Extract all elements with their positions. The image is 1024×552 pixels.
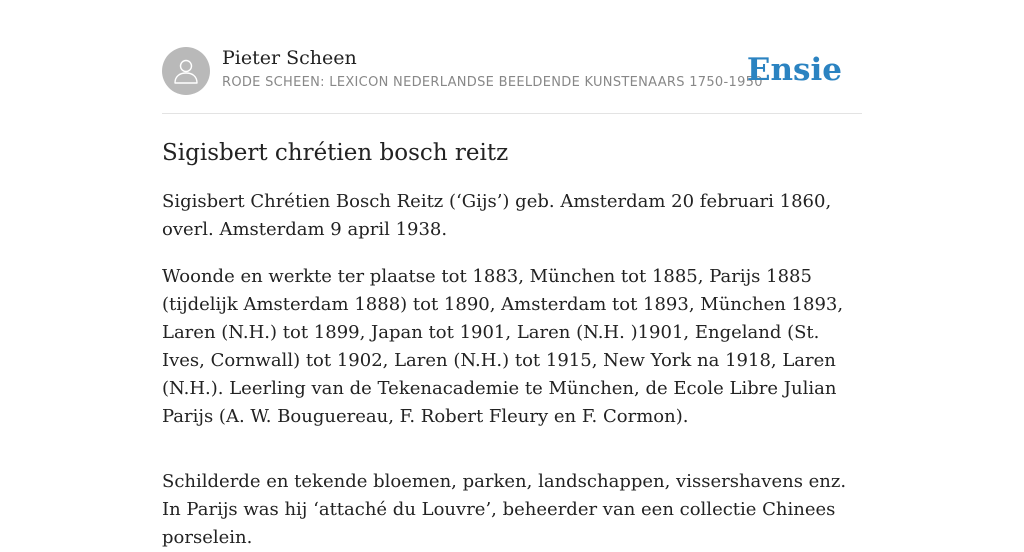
ensie-logo-link[interactable]: Ensie xyxy=(746,52,842,88)
article-body xyxy=(162,188,862,552)
user-icon xyxy=(171,56,201,86)
paragraph-3: Schilderde en tekende bloemen, parken, landschappen, vissershavens enz. In Parijs was hij ‘attaché du Louvre’, beheerder van een collectie Chinees porselein. xyxy=(162,471,847,548)
author-name[interactable]: Pieter Scheen xyxy=(222,47,357,69)
author-avatar[interactable] xyxy=(162,47,210,95)
article-title: Sigisbert chrétien bosch reitz xyxy=(162,140,509,166)
paragraph-2: Woonde en werkte ter plaatse tot 1883, München tot 1885, Parijs 1885 (tijdelijk Amsterdam 1888) tot 1890, Amsterdam tot 1893, München 1893, Laren (N.H.) tot 1899, Japan tot 1901, Laren (N.H. )1901, Engeland (St. Ives, Cornwall) tot 1902, Laren (N.H.) tot 1915, New York na 1918, Laren (N.H.). Leerling van de Tekenacademie te München, de Ecole Libre Julian Parijs (A. W. Bouguereau, F. Robert Fleury en F. Cormon). xyxy=(162,266,844,427)
paragraph-1: Sigisbert Chrétien Bosch Reitz (‘Gijs’) geb. Amsterdam 20 februari 1860, overl. Amsterdam 9 april 1938. xyxy=(162,191,832,240)
source-title[interactable]: RODE SCHEEN: LEXICON NEDERLANDSE BEELDENDE KUNSTENAARS 1750-1950 xyxy=(222,75,763,90)
article-header xyxy=(162,47,862,114)
page xyxy=(162,0,862,552)
